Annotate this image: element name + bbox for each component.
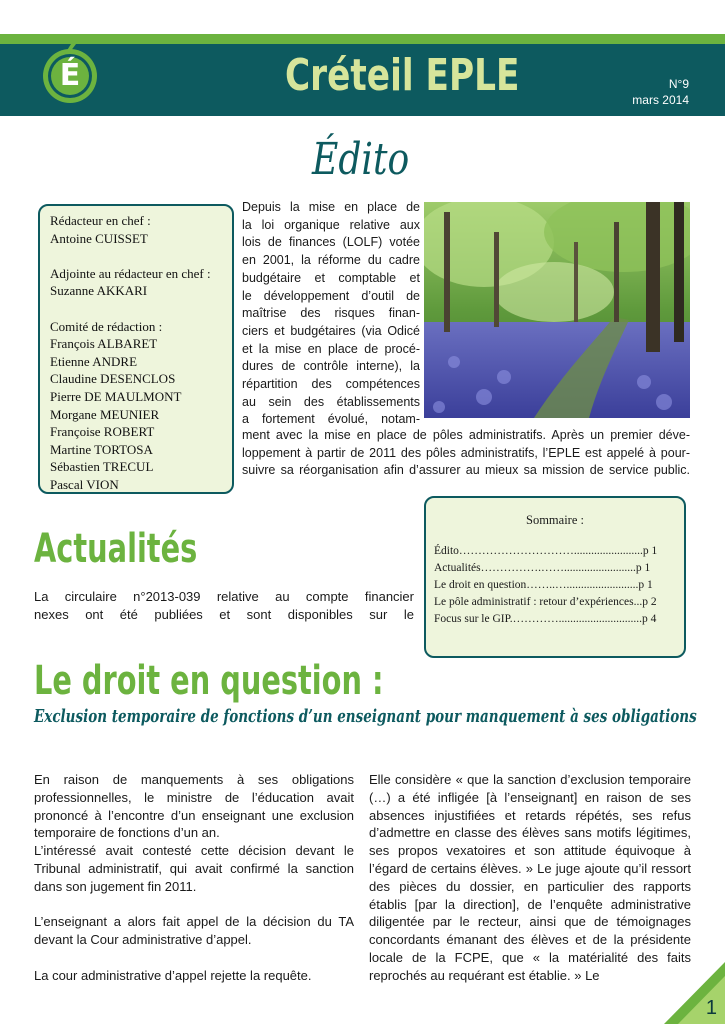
edito-line: maîtrise des risques finan- — [242, 306, 420, 321]
logo — [40, 38, 100, 108]
spacer — [50, 247, 222, 265]
staff-line: Claudine DESENCLOS — [50, 371, 176, 387]
toc-item: Le pôle administratif : retour d’expériences...p 2 — [434, 596, 657, 608]
bluebell-forest-image — [424, 202, 690, 418]
issue-info — [632, 76, 689, 108]
droit-subtitle: Exclusion temporaire de fonctions d’un enseignant pour manquement à ses obligations — [34, 706, 697, 727]
edito-line: Depuis la mise en place de — [242, 200, 420, 214]
staff-line: Françoise ROBERT — [50, 424, 155, 440]
toc-item: Édito…………………………........................p 1 — [434, 545, 658, 557]
edito-line: lois de finances (LOLF) votée — [242, 235, 420, 250]
toc-title: Sommaire : — [526, 513, 584, 527]
edito-column — [242, 199, 420, 429]
droit-left-column — [34, 771, 354, 985]
spacer — [50, 300, 222, 318]
spacer — [34, 949, 354, 967]
edito-line: ciers et budgétaires (via Odicé — [242, 323, 420, 338]
newsletter-title: Créteil EPLE — [285, 50, 520, 101]
staff-line: Pascal VION — [50, 476, 119, 492]
edito-line: loppement à partir de 2011 des pôles administratifs, l’EPLE est appelé à pour- — [242, 445, 690, 460]
forest-photo — [424, 202, 690, 418]
actualites-text — [34, 588, 414, 624]
edito-line: le développement d’outil de — [242, 288, 420, 303]
staff-line: Rédacteur en chef : — [50, 213, 151, 228]
paragraph: L’intéressé avait contesté cette décision devant le Tribunal administratif, qui avait confirmé la sanction dans son jugement fin 2011. — [34, 843, 354, 894]
toc-item: Le droit en question……..….........................p 1 — [434, 579, 653, 591]
actualites-line: La circulaire n°2013-039 relative au compte financier — [34, 589, 414, 604]
edito-continuation — [242, 427, 690, 480]
actualites-heading: Actualités — [34, 526, 198, 572]
toc-item: Actualités…………….…….........................p 1 — [434, 562, 651, 574]
issue-number: N°9 — [668, 77, 689, 91]
staff-line: Etienne ANDRE — [50, 353, 138, 369]
staff-line: Martine TORTOSA — [50, 441, 153, 457]
toc-item: Focus sur le GIP.………….............................p 4 — [434, 613, 657, 625]
edito-heading: Édito — [312, 134, 410, 185]
staff-line: Comité de rédaction : — [50, 318, 163, 334]
staff-line: Pierre DE MAULMONT — [50, 388, 182, 404]
edito-line: au sein des établissements — [242, 394, 420, 409]
top-margin — [0, 0, 725, 34]
staff-line: Suzanne AKKARI — [50, 283, 148, 299]
edito-line: a fortement évolué, notam- — [242, 412, 420, 427]
page-corner — [664, 962, 725, 1024]
actualites-line: nexes ont été publiées et sont disponibles sur le — [34, 606, 414, 622]
spacer — [34, 896, 354, 914]
edito-line: suivre sa réorganisation afin d’assurer au mieux sa mission de service public. — [242, 463, 690, 478]
header-green-band — [0, 34, 725, 44]
staff-line: Adjointe au rédacteur en chef : — [50, 265, 211, 281]
toc-list — [434, 543, 676, 628]
table-of-contents — [424, 496, 686, 658]
page-number: 1 — [705, 997, 717, 1019]
staff-line: Sébastien TRECUL — [50, 459, 154, 475]
edito-line: ment avec la mise en place de pôles administratifs. Après un premier déve- — [242, 428, 690, 442]
paragraph: En raison de manquements à ses obligations professionnelles, le ministre de l’éducation avait prononcé à l’encontre d’un enseignant une exclusion temporaire de fonctions d’un an. — [34, 772, 354, 841]
issue-date: mars 2014 — [632, 93, 689, 107]
staff-line: Morgane MEUNIER — [50, 406, 160, 422]
edito-line: budgétaire et comptable et — [242, 270, 420, 285]
staff-line: François ALBARET — [50, 336, 158, 352]
edito-line: la loi organique relative aux — [242, 217, 420, 232]
paragraph: L’enseignant a alors fait appel de la décision du TA devant la Cour administrative d’appel. — [34, 914, 354, 948]
edito-line: dures de contrôle interne), la — [242, 359, 420, 374]
logo-letter: É — [59, 58, 81, 93]
droit-right-column: Elle considère « que la sanction d’exclusion temporaire (…) a été infligée [à l’enseignant] en raison de ses absences injustifiées et retards répétés, ses refus d’admettre en classe des élèves sans motifs légitimes, ses propos vexatoires et son attitude équivoque à l’égard de certains élèves. » Le juge ajoute qu’il ressort des pièces du dossier, en particulier des rapports établis [par la direction], de l’enquête administrative diligentée par le recteur, ainsi que de témoignages concordants émanant des élèves et de la présidente locale de la FCPE, que « la matérialité des faits reprochés au requérant est établie. » Le — [369, 772, 691, 983]
editorial-staff-box — [38, 204, 234, 494]
edito-line: et la mise en place de procé- — [242, 341, 420, 356]
staff-line: Antoine CUISSET — [50, 230, 148, 246]
edito-line: en 2001, la réforme du cadre — [242, 253, 420, 268]
droit-heading: Le droit en question : — [34, 658, 384, 704]
paragraph: La cour administrative d’appel rejette la requête. — [34, 967, 312, 983]
edito-line: répartition des compétences — [242, 377, 420, 392]
